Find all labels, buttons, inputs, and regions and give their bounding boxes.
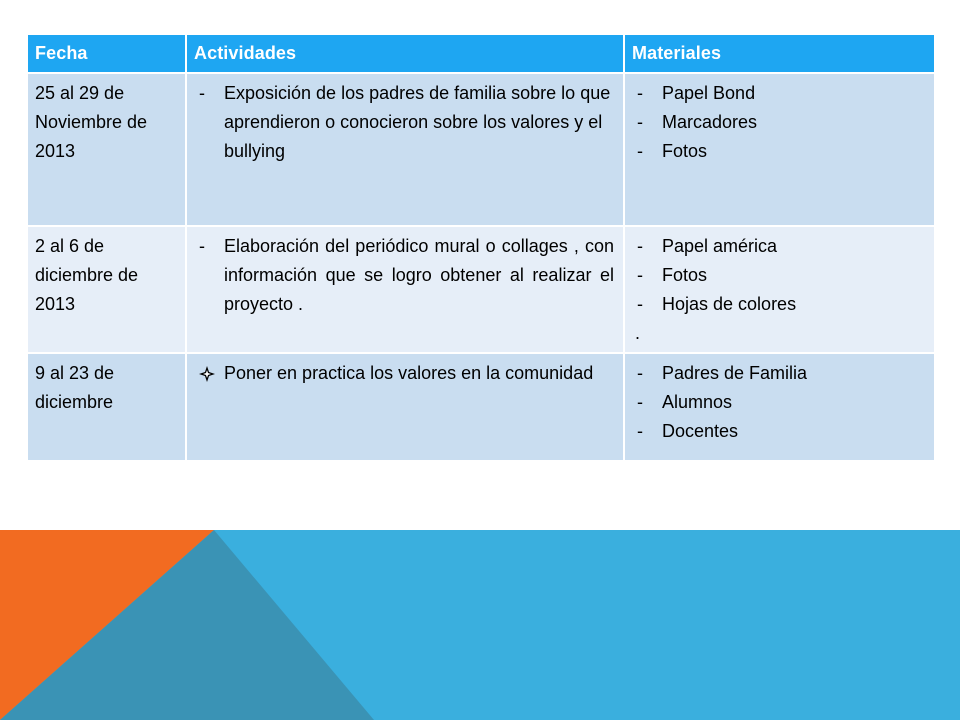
dash-marker: -	[637, 83, 643, 103]
header-actividades: Actividades	[186, 34, 624, 73]
material-item	[632, 417, 925, 446]
table-row	[27, 73, 935, 226]
material-text: Docentes	[662, 421, 739, 441]
activities-table	[26, 33, 936, 462]
dash-marker: -	[637, 294, 643, 314]
activity-item	[194, 79, 614, 166]
dash-marker: -	[637, 363, 643, 383]
activity-text: Poner en practica los valores en la comunidad	[224, 363, 594, 383]
orange-triangle-shape	[0, 530, 214, 720]
material-item	[632, 388, 925, 417]
material-item	[632, 137, 925, 166]
activity-text: Exposición de los padres de familia sobre lo que aprendieron o conocieron sobre los valores y el bullying	[224, 83, 611, 161]
material-text: Fotos	[662, 141, 708, 161]
table-row	[27, 226, 935, 353]
dash-marker: -	[199, 83, 205, 103]
dash-marker: -	[637, 141, 643, 161]
cell-activity	[186, 353, 624, 461]
material-text: Papel américa	[662, 236, 778, 256]
material-text: Marcadores	[662, 112, 758, 132]
cell-fecha: 2 al 6 de diciembre de 2013	[27, 226, 186, 353]
material-item	[632, 359, 925, 388]
material-item	[632, 108, 925, 137]
header-materiales: Materiales	[624, 34, 935, 73]
cell-fecha: 25 al 29 de Noviembre de 2013	[27, 73, 186, 226]
dash-marker: -	[637, 236, 643, 256]
dash-marker: -	[637, 112, 643, 132]
diamond-bullet-icon	[199, 366, 215, 382]
cell-activity	[186, 73, 624, 226]
material-text: Papel Bond	[662, 83, 756, 103]
cell-materials	[624, 226, 935, 353]
cell-materials	[624, 353, 935, 461]
material-text: Alumnos	[662, 392, 733, 412]
header-fecha: Fecha	[27, 34, 186, 73]
table-row	[27, 353, 935, 461]
dot-marker: .	[635, 323, 641, 343]
material-item	[632, 290, 925, 319]
material-item	[632, 261, 925, 290]
dash-marker: -	[637, 421, 643, 441]
slate-triangle-shape	[0, 530, 374, 720]
dash-marker: -	[637, 265, 643, 285]
cell-materials	[624, 73, 935, 226]
material-item	[632, 232, 925, 261]
cell-fecha: 9 al 23 de diciembre	[27, 353, 186, 461]
material-extra	[632, 319, 925, 348]
activity-item	[194, 232, 614, 319]
activity-text: Elaboración del periódico mural o collages , con información que se logro obtener al realizar el proyecto .	[224, 236, 614, 314]
activity-item	[194, 359, 614, 388]
blue-background-shape	[0, 530, 960, 720]
material-text: Hojas de colores	[662, 294, 797, 314]
table-header-row	[27, 34, 935, 73]
dash-marker: -	[637, 392, 643, 412]
cell-activity	[186, 226, 624, 353]
material-text: Padres de Familia	[662, 363, 808, 383]
material-item	[632, 79, 925, 108]
material-text: Fotos	[662, 265, 708, 285]
dash-marker: -	[199, 236, 205, 256]
